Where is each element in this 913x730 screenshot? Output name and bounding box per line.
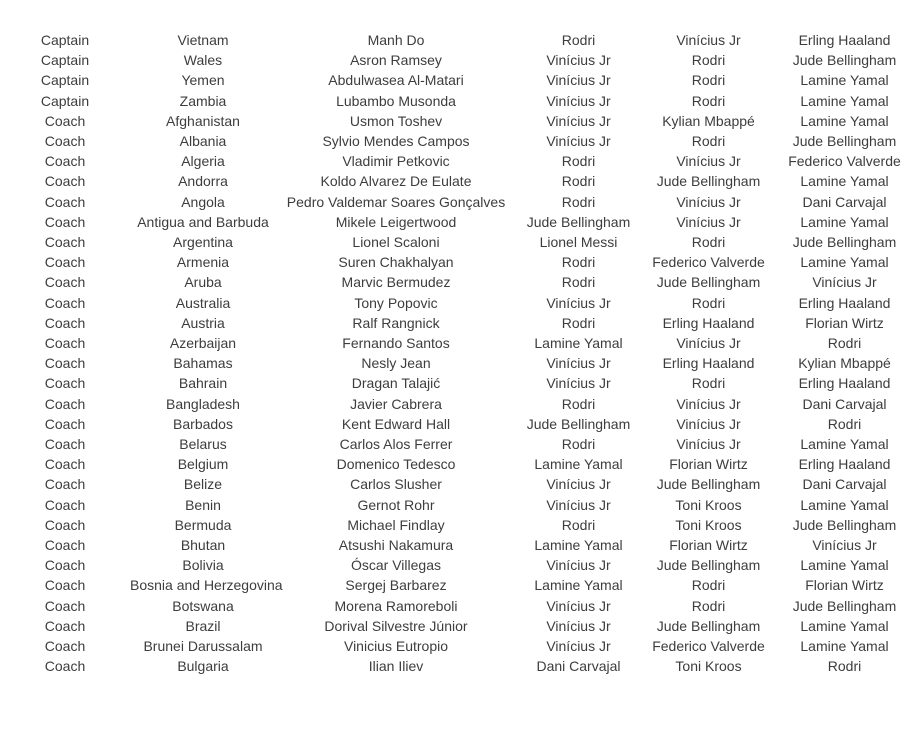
cell-person-name: Óscar Villegas [350,557,441,574]
cell-choice-1: Vinícius Jr [546,72,611,89]
cell-person-name: Usmon Toshev [349,112,443,129]
cell-role: Coach [44,577,86,594]
cell-country: Aruba [184,274,222,291]
table-row [0,333,913,353]
cell-choice-3: Federico Valverde [788,153,901,170]
cell-country: Brunei Darussalam [143,638,263,655]
cell-person-name: Carlos Alos Ferrer [339,436,453,453]
cell-choice-3: Jude Bellingham [792,234,897,251]
cell-role: Coach [44,537,86,554]
table-row [0,171,913,191]
cell-choice-3: Lamine Yamal [800,112,889,129]
cell-country: Argentina [173,234,233,251]
cell-choice-3: Lamine Yamal [800,72,889,89]
cell-choice-1: Rodri [561,193,596,210]
table-row [0,272,913,292]
cell-role: Coach [44,213,86,230]
cell-person-name: Fernando Santos [342,335,450,352]
table-row [0,575,913,595]
cell-choice-1: Vinícius Jr [546,496,611,513]
cell-country: Wales [183,52,223,69]
cell-person-name: Domenico Tedesco [336,456,456,473]
cell-choice-1: Jude Bellingham [526,415,631,432]
cell-person-name: Vladimir Petkovic [342,153,450,170]
cell-choice-2: Vinícius Jr [676,395,741,412]
cell-choice-1: Vinícius Jr [546,294,611,311]
cell-country: Botswana [172,597,234,614]
cell-choice-3: Erling Haaland [798,456,891,473]
table-row [0,353,913,373]
table-row [0,91,913,111]
cell-role: Coach [44,436,86,453]
table-row [0,232,913,252]
cell-person-name: Suren Chakhalyan [338,254,454,271]
cell-choice-2: Toni Kroos [675,496,742,513]
table-row [0,293,913,313]
cell-person-name: Tony Popovic [354,294,438,311]
cell-choice-3: Dani Carvajal [802,193,887,210]
table-row [0,131,913,151]
cell-choice-3: Rodri [827,335,862,352]
table-row [0,454,913,474]
table-row [0,656,913,676]
cell-role: Coach [44,395,86,412]
cell-choice-2: Vinícius Jr [676,213,741,230]
cell-choice-2: Vinícius Jr [676,436,741,453]
cell-role: Coach [44,597,86,614]
cell-role: Coach [44,557,86,574]
cell-country: Armenia [176,254,230,271]
cell-choice-1: Lamine Yamal [534,537,623,554]
cell-choice-1: Vinícius Jr [546,355,611,372]
cell-choice-3: Lamine Yamal [800,213,889,230]
cell-country: Afghanistan [166,112,240,129]
cell-choice-3: Rodri [827,658,862,675]
cell-choice-1: Rodri [561,274,596,291]
cell-choice-3: Vinícius Jr [812,274,877,291]
cell-person-name: Gernot Rohr [357,496,435,513]
cell-choice-2: Florian Wirtz [669,456,748,473]
cell-choice-3: Erling Haaland [798,375,891,392]
cell-choice-3: Dani Carvajal [802,395,887,412]
cell-choice-3: Florian Wirtz [805,314,884,331]
cell-choice-1: Vinícius Jr [546,92,611,109]
cell-country: Benin [185,496,221,513]
cell-choice-2: Vinícius Jr [676,193,741,210]
cell-person-name: Koldo Alvarez De Eulate [320,173,472,190]
table-row [0,555,913,575]
cell-role: Coach [44,274,86,291]
cell-role: Coach [44,658,86,675]
cell-person-name: Sylvio Mendes Campos [322,133,470,150]
cell-person-name: Michael Findlay [347,516,445,533]
table-row [0,474,913,494]
cell-choice-1: Vinícius Jr [546,557,611,574]
cell-role: Coach [44,476,86,493]
cell-person-name: Marvic Bermudez [341,274,451,291]
cell-role: Coach [44,314,86,331]
cell-person-name: Nesly Jean [361,355,431,372]
table-row [0,414,913,434]
cell-choice-1: Dani Carvajal [536,658,621,675]
cell-choice-1: Vinícius Jr [546,597,611,614]
cell-country: Belgium [177,456,229,473]
cell-choice-1: Jude Bellingham [526,213,631,230]
cell-country: Brazil [185,617,221,634]
cell-person-name: Carlos Slusher [350,476,442,493]
cell-choice-2: Vinícius Jr [676,335,741,352]
cell-person-name: Pedro Valdemar Soares Gonçalves [286,193,506,210]
cell-choice-3: Jude Bellingham [792,133,897,150]
cell-country: Andorra [178,173,228,190]
table-row [0,252,913,272]
table-row [0,373,913,393]
cell-choice-1: Vinícius Jr [546,617,611,634]
cell-choice-3: Kylian Mbappé [798,355,891,372]
cell-country: Bahamas [173,355,233,372]
table-row [0,495,913,515]
cell-choice-3: Erling Haaland [798,32,891,48]
cell-country: Belize [183,476,223,493]
table-row [0,616,913,636]
cell-choice-2: Erling Haaland [662,355,755,372]
cell-choice-3: Jude Bellingham [792,516,897,533]
cell-choice-2: Jude Bellingham [656,173,761,190]
cell-choice-1: Vinícius Jr [546,638,611,655]
cell-country: Bolivia [182,557,224,574]
cell-choice-2: Vinícius Jr [676,32,741,48]
cell-person-name: Manh Do [367,32,425,48]
cell-role: Coach [44,375,86,392]
cell-role: Coach [44,153,86,170]
cell-choice-2: Toni Kroos [675,516,742,533]
cell-choice-3: Lamine Yamal [800,436,889,453]
cell-person-name: Morena Ramoreboli [334,597,458,614]
cell-choice-2: Rodri [691,52,726,69]
cell-choice-3: Lamine Yamal [800,617,889,634]
table-row [0,192,913,212]
cell-choice-2: Federico Valverde [652,254,765,271]
cell-choice-3: Dani Carvajal [802,476,887,493]
cell-person-name: Sergej Barbarez [345,577,447,594]
cell-choice-2: Jude Bellingham [656,476,761,493]
cell-choice-3: Jude Bellingham [792,52,897,69]
table-row [0,596,913,616]
cell-person-name: Mikele Leigertwood [335,213,457,230]
cell-choice-1: Rodri [561,395,596,412]
cell-choice-2: Erling Haaland [662,314,755,331]
table-row [0,30,913,50]
cell-country: Belarus [179,436,227,453]
cell-role: Coach [44,355,86,372]
cell-choice-3: Lamine Yamal [800,254,889,271]
cell-person-name: Javier Cabrera [350,395,442,412]
cell-country: Albania [179,133,227,150]
cell-country: Vietnam [177,32,229,48]
table-row [0,70,913,90]
cell-person-name: Lionel Scaloni [352,234,440,251]
cell-role: Coach [44,496,86,513]
table-row [0,151,913,171]
table-row [0,111,913,131]
cell-role: Coach [44,617,86,634]
table-row [0,535,913,555]
cell-country: Bosnia and Herzegovina [130,577,283,594]
cell-choice-2: Vinícius Jr [676,153,741,170]
cell-person-name: Atsushi Nakamura [338,537,454,554]
cell-choice-1: Vinícius Jr [546,375,611,392]
cell-choice-2: Jude Bellingham [656,274,761,291]
voting-table-container [0,30,913,677]
table-row [0,434,913,454]
cell-choice-3: Lamine Yamal [800,638,889,655]
cell-role: Captain [40,32,90,48]
cell-choice-2: Rodri [691,375,726,392]
cell-choice-3: Lamine Yamal [800,496,889,513]
cell-choice-3: Erling Haaland [798,294,891,311]
cell-choice-3: Lamine Yamal [800,92,889,109]
cell-country: Bahrain [178,375,228,392]
voting-table [0,30,913,677]
cell-choice-3: Florian Wirtz [805,577,884,594]
cell-choice-3: Jude Bellingham [792,597,897,614]
cell-role: Coach [44,173,86,190]
cell-country: Bermuda [174,516,232,533]
cell-person-name: Asron Ramsey [350,52,442,69]
cell-choice-2: Rodri [691,294,726,311]
cell-choice-1: Rodri [561,254,596,271]
cell-person-name: Dorival Silvestre Júnior [324,617,468,634]
cell-person-name: Abdulwasea Al-Matari [328,72,464,89]
cell-choice-1: Rodri [561,153,596,170]
cell-role: Captain [40,72,90,89]
cell-choice-2: Florian Wirtz [669,537,748,554]
cell-choice-2: Jude Bellingham [656,557,761,574]
cell-role: Coach [44,133,86,150]
cell-country: Bhutan [180,537,226,554]
cell-role: Coach [44,294,86,311]
cell-person-name: Lubambo Musonda [336,92,456,109]
table-row [0,515,913,535]
cell-role: Coach [44,193,86,210]
cell-country: Azerbaijan [169,335,237,352]
cell-role: Coach [44,254,86,271]
table-row [0,394,913,414]
cell-choice-1: Rodri [561,173,596,190]
cell-choice-1: Lamine Yamal [534,577,623,594]
cell-person-name: Ilian Iliev [368,658,424,675]
cell-choice-2: Rodri [691,72,726,89]
cell-choice-1: Vinícius Jr [546,112,611,129]
cell-choice-1: Lionel Messi [539,234,618,251]
table-row [0,50,913,70]
cell-choice-3: Lamine Yamal [800,557,889,574]
cell-choice-2: Federico Valverde [652,638,765,655]
table-row [0,212,913,232]
cell-country: Bulgaria [177,658,229,675]
cell-choice-1: Vinícius Jr [546,133,611,150]
cell-country: Australia [175,294,231,311]
cell-country: Algeria [181,153,225,170]
cell-choice-2: Rodri [691,597,726,614]
cell-choice-1: Rodri [561,436,596,453]
cell-role: Coach [44,456,86,473]
cell-country: Austria [181,314,225,331]
cell-choice-2: Vinícius Jr [676,415,741,432]
cell-role: Coach [44,516,86,533]
cell-country: Bangladesh [166,395,240,412]
cell-choice-1: Lamine Yamal [534,335,623,352]
cell-country: Antigua and Barbuda [137,213,269,230]
cell-choice-3: Lamine Yamal [800,173,889,190]
cell-role: Captain [40,52,90,69]
table-row [0,313,913,333]
cell-choice-2: Rodri [691,133,726,150]
cell-choice-3: Vinícius Jr [812,537,877,554]
cell-country: Barbados [173,415,233,432]
cell-choice-1: Lamine Yamal [534,456,623,473]
cell-country: Angola [181,193,225,210]
cell-role: Coach [44,335,86,352]
cell-choice-2: Rodri [691,234,726,251]
cell-choice-2: Rodri [691,577,726,594]
cell-role: Coach [44,415,86,432]
cell-person-name: Vinicius Eutropio [343,638,449,655]
cell-role: Coach [44,112,86,129]
cell-role: Coach [44,234,86,251]
cell-choice-1: Rodri [561,516,596,533]
cell-choice-1: Vinícius Jr [546,52,611,69]
table-row [0,636,913,656]
cell-role: Captain [40,92,90,109]
cell-country: Zambia [179,92,227,109]
cell-choice-2: Jude Bellingham [656,617,761,634]
cell-choice-3: Rodri [827,415,862,432]
cell-person-name: Dragan Talajić [351,375,441,392]
cell-role: Coach [44,638,86,655]
cell-choice-1: Vinícius Jr [546,476,611,493]
cell-person-name: Ralf Rangnick [352,314,440,331]
cell-country: Yemen [181,72,225,89]
cell-choice-1: Rodri [561,314,596,331]
cell-choice-2: Kylian Mbappé [662,112,755,129]
cell-choice-2: Toni Kroos [675,658,742,675]
cell-choice-1: Rodri [561,32,596,48]
cell-choice-2: Rodri [691,92,726,109]
cell-person-name: Kent Edward Hall [341,415,451,432]
